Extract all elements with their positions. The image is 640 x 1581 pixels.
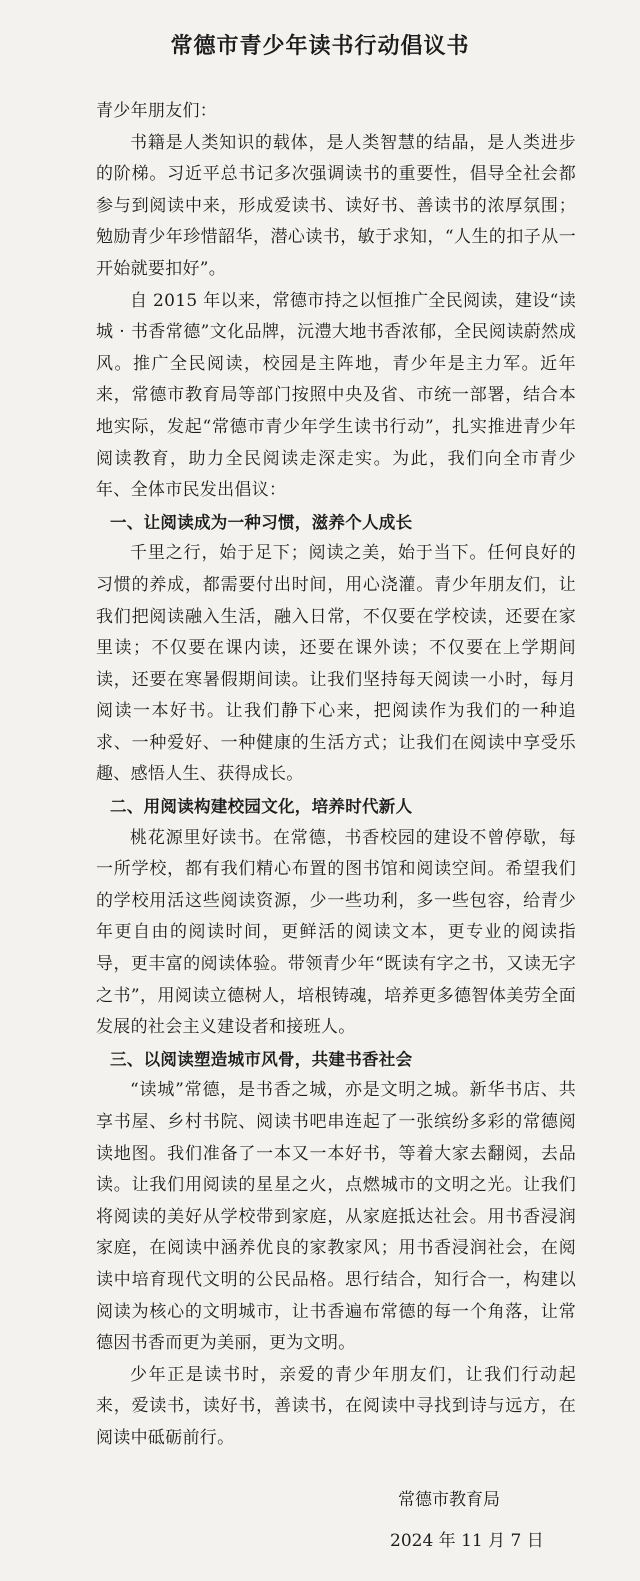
section-3-text: “读城”常德，是书香之城，亦是文明之城。新华书店、共享书屋、乡村书院、阅读书吧串连起了一张缤纷多彩的常德阅读地图。我们准备了一本又一本好书，等着大家去翻阅，去品读。让我们用阅读的星星之火，点燃城市的文明之光。让我们将阅读的美好从学校带到家庭，从家庭抵达社会。用书香浸润家庭，在阅读中涵养优良的家教家风；用书香浸润社会，在阅读中培育现代文明的公民品格。思行结合，知行合一，构建以阅读为核心的文明城市，让书香遍布常德的每一个角落，让常德因书香而更为美丽，更为文明。 <box>96 1080 576 1354</box>
signature-organization: 常德市教育局 <box>398 1490 500 1510</box>
document-title: 常德市青少年读书行动倡议书 <box>170 34 470 59</box>
signature-date: 2024 年 11 月 7 日 <box>390 1531 544 1551</box>
section-1-text: 千里之行，始于足下；阅读之美，始于当下。任何良好的习惯的养成，都需要付出时间，用心浇灌。青少年朋友们，让我们把阅读融入生活，融入日常，不仅要在学校读，还要在家里读；不仅要在课内读，还要在课外读；不仅要在上学期间读，还要在寒暑假期间读。让我们坚持每天阅读一小时，每月阅读一本好书。让我们静下心来，把阅读作为我们的一种追求、一种爱好、一种健康的生活方式；让我们在阅读中享受乐趣、感悟人生、获得成长。 <box>96 543 576 785</box>
section-1-heading: 一、让阅读成为一种习惯，滋养个人成长 <box>110 512 413 532</box>
intro-paragraph-2: 自 2015 年以来，常德市持之以恒推广全民阅读，建设“读城 · 书香常德”文化品牌，沅澧大地书香浓郁，全民阅读蔚然成风。推广全民阅读，校园是主阵地，青少年是主力军。近年来，常德市教育局等部门按照中央及省、市统一部署，结合本地实际，发起“常德市青少年学生读书行动”，扎实推进青少年阅读教育，助力全民阅读走深走实。为此，我们向全市青少年、全体市民发出倡议： <box>96 290 576 501</box>
section-2-heading: 二、用阅读构建校园文化，培养时代新人 <box>110 797 413 817</box>
document-body <box>96 96 576 1455</box>
section-2-text: 桃花源里好读书。在常德，书香校园的建设不曾停歇，每一所学校，都有我们精心布置的图书馆和阅读空间。希望我们的学校用活这些阅读资源，少一些功利，多一些包容，给青少年更自由的阅读时间，更鲜活的阅读文本，更专业的阅读指导，更丰富的阅读体验。带领青少年“既读有字之书，又读无字之书”，用阅读立德树人，培根铸魂，培养更多德智体美劳全面发展的社会主义建设者和接班人。 <box>96 827 576 1038</box>
greeting: 青少年朋友们： <box>96 101 218 121</box>
intro-paragraph-1: 书籍是人类知识的载体，是人类智慧的结晶，是人类进步的阶梯。习近平总书记多次强调读书的重要性，倡导全社会都参与到阅读中来，形成爱读书、读好书、善读书的浓厚氛围；勉励青少年珍惜韶华，潜心读书，敏于求知，“人生的扣子从一开始就要扣好”。 <box>96 132 576 279</box>
closing-paragraph: 少年正是读书时，亲爱的青少年朋友们，让我们行动起来，爱读书，读好书，善读书，在阅读中寻找到诗与远方，在阅读中砥砺前行。 <box>96 1364 576 1448</box>
section-3-heading: 三、以阅读塑造城市风骨，共建书香社会 <box>110 1049 413 1069</box>
